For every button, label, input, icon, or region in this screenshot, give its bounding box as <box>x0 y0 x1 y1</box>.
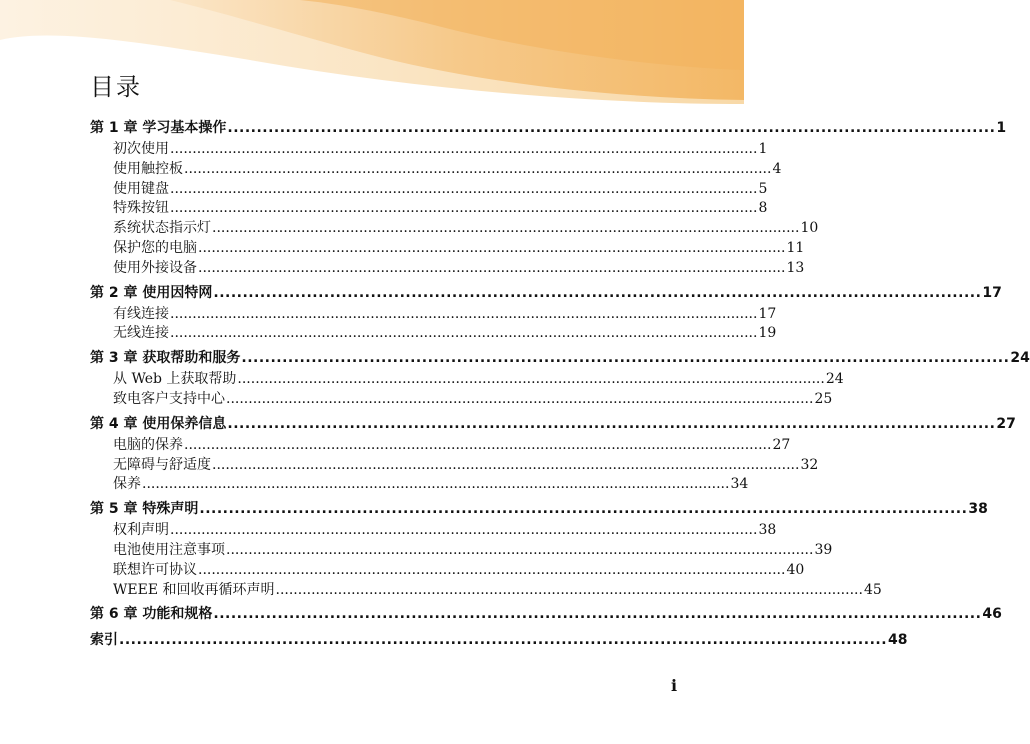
toc-entry-label: 保护您的电脑 <box>113 239 197 256</box>
toc-chapter[interactable] <box>90 117 1007 138</box>
toc-entry-page: 11 <box>786 239 805 256</box>
toc-entry-label: 电池使用注意事项 <box>113 541 225 558</box>
toc-entry[interactable] <box>90 368 844 388</box>
toc-chapter-page: 24 <box>1010 350 1030 367</box>
dot-leader: .................................................................................................................................... <box>213 606 982 623</box>
toc-entry-page: 27 <box>772 436 791 453</box>
toc-chapter-label: 第 3 章 获取帮助和服务 <box>90 350 241 367</box>
toc-entry-label: 使用触控板 <box>113 160 183 177</box>
toc-entry-label: 有线连接 <box>113 305 169 322</box>
dot-leader: .................................................................................................................................... <box>170 325 758 342</box>
page-number: i <box>671 676 678 695</box>
dot-leader: .................................................................................................................................... <box>142 476 730 493</box>
dot-leader: .................................................................................................................................... <box>226 541 814 558</box>
toc-entry[interactable] <box>90 303 777 323</box>
toc-entry[interactable] <box>90 539 833 559</box>
toc-chapter-label: 第 4 章 使用保养信息 <box>90 415 227 432</box>
dot-leader: .................................................................................................................................... <box>227 415 996 432</box>
toc-chapter[interactable] <box>90 603 1002 624</box>
toc-chapter[interactable] <box>90 347 1030 368</box>
toc-chapter-label: 第 6 章 功能和规格 <box>90 606 213 623</box>
toc-entry-label: 保养 <box>113 476 141 493</box>
toc-entry-label: 权利声明 <box>113 522 169 539</box>
toc-chapter-label: 索引 <box>90 632 118 649</box>
toc-entry[interactable] <box>90 434 791 454</box>
dot-leader: .................................................................................................................................... <box>226 390 814 407</box>
dot-leader: .................................................................................................................................... <box>198 239 786 256</box>
dot-leader: .................................................................................................................................... <box>184 160 772 177</box>
dot-leader: .................................................................................................................................... <box>198 259 786 276</box>
toc-entry[interactable] <box>90 454 819 474</box>
toc-entry[interactable] <box>90 559 805 579</box>
toc-chapter-page: 1 <box>996 120 1007 136</box>
toc-entry[interactable] <box>90 519 777 539</box>
dot-leader: .................................................................................................................................... <box>212 220 800 237</box>
toc-entry-label: 从 Web 上获取帮助 <box>113 371 237 388</box>
dot-leader: .................................................................................................................................... <box>227 120 996 136</box>
toc-entry-label: 联想许可协议 <box>113 561 197 578</box>
toc-entry[interactable] <box>90 138 768 158</box>
toc-chapter-page: 46 <box>982 606 1002 623</box>
toc-entry-page: 40 <box>786 561 805 578</box>
toc-entry-label: 使用键盘 <box>113 180 169 197</box>
toc-entry[interactable] <box>90 178 768 198</box>
toc-entry-label: 无障碍与舒适度 <box>113 456 211 473</box>
toc-entry[interactable] <box>90 579 882 599</box>
toc-entry[interactable] <box>90 473 749 493</box>
dot-leader: .................................................................................................................................... <box>170 141 758 157</box>
toc-entry-label: 使用外接设备 <box>113 259 197 276</box>
toc-entry-page: 1 <box>758 141 768 157</box>
toc-chapter-page: 48 <box>888 632 908 649</box>
dot-leader: .................................................................................................................................... <box>213 284 982 301</box>
toc-chapter-label: 第 1 章 学习基本操作 <box>90 120 227 136</box>
dot-leader: .................................................................................................................................... <box>212 456 800 473</box>
toc-entry-page: 39 <box>814 541 833 558</box>
dot-leader: .................................................................................................................................... <box>275 581 863 598</box>
toc-entry-label: 初次使用 <box>113 141 169 157</box>
toc-entry-page: 17 <box>758 305 777 322</box>
dot-leader: .................................................................................................................................... <box>198 561 786 578</box>
toc-entry[interactable] <box>90 217 819 237</box>
toc-entry[interactable] <box>90 237 805 257</box>
toc-chapter[interactable] <box>90 629 908 650</box>
toc-chapter-label: 第 2 章 使用因特网 <box>90 284 213 301</box>
toc-entry-page: 34 <box>730 476 749 493</box>
toc-chapter-page: 17 <box>982 284 1002 301</box>
dot-leader: .................................................................................................................................... <box>241 350 1010 367</box>
toc-chapter[interactable] <box>90 413 1016 434</box>
dot-leader: .................................................................................................................................... <box>199 501 968 518</box>
toc-chapter-page: 27 <box>996 415 1016 432</box>
toc-entry-label: 无线连接 <box>113 325 169 342</box>
page-title: 目录 <box>90 73 142 101</box>
toc-entry-page: 8 <box>758 200 768 217</box>
toc-entry-page: 38 <box>758 522 777 539</box>
dot-leader: .................................................................................................................................... <box>237 371 825 388</box>
toc-entry-label: WEEE 和回收再循环声明 <box>113 581 275 598</box>
toc-entry[interactable] <box>90 158 782 178</box>
toc-chapter[interactable] <box>90 282 1002 303</box>
toc-entry[interactable] <box>90 197 768 217</box>
toc-entry-page: 19 <box>758 325 777 342</box>
toc-entry-page: 25 <box>814 390 833 407</box>
toc-chapter-label: 第 5 章 特殊声明 <box>90 501 199 518</box>
toc-chapter[interactable] <box>90 498 988 519</box>
toc-entry-label: 特殊按钮 <box>113 200 169 217</box>
dot-leader: .................................................................................................................................... <box>170 522 758 539</box>
toc-entry-page: 10 <box>800 220 819 237</box>
toc-entry-label: 致电客户支持中心 <box>113 390 225 407</box>
dot-leader: .................................................................................................................................... <box>119 632 888 649</box>
toc-entry[interactable] <box>90 388 833 408</box>
toc-entry-page: 5 <box>758 180 768 197</box>
dot-leader: .................................................................................................................................... <box>170 200 758 217</box>
toc-entry-page: 13 <box>786 259 805 276</box>
dot-leader: .................................................................................................................................... <box>170 180 758 197</box>
toc-entry-page: 24 <box>825 371 844 388</box>
table-of-contents <box>90 117 1030 650</box>
toc-entry[interactable] <box>90 257 805 277</box>
toc-entry-page: 32 <box>800 456 819 473</box>
dot-leader: .................................................................................................................................... <box>170 305 758 322</box>
toc-entry-page: 45 <box>863 581 882 598</box>
toc-entry[interactable] <box>90 322 777 342</box>
dot-leader: .................................................................................................................................... <box>184 436 772 453</box>
toc-entry-label: 电脑的保养 <box>113 436 183 453</box>
toc-chapter-page: 38 <box>968 501 988 518</box>
toc-entry-label: 系统状态指示灯 <box>113 220 211 237</box>
toc-entry-page: 4 <box>772 160 782 177</box>
